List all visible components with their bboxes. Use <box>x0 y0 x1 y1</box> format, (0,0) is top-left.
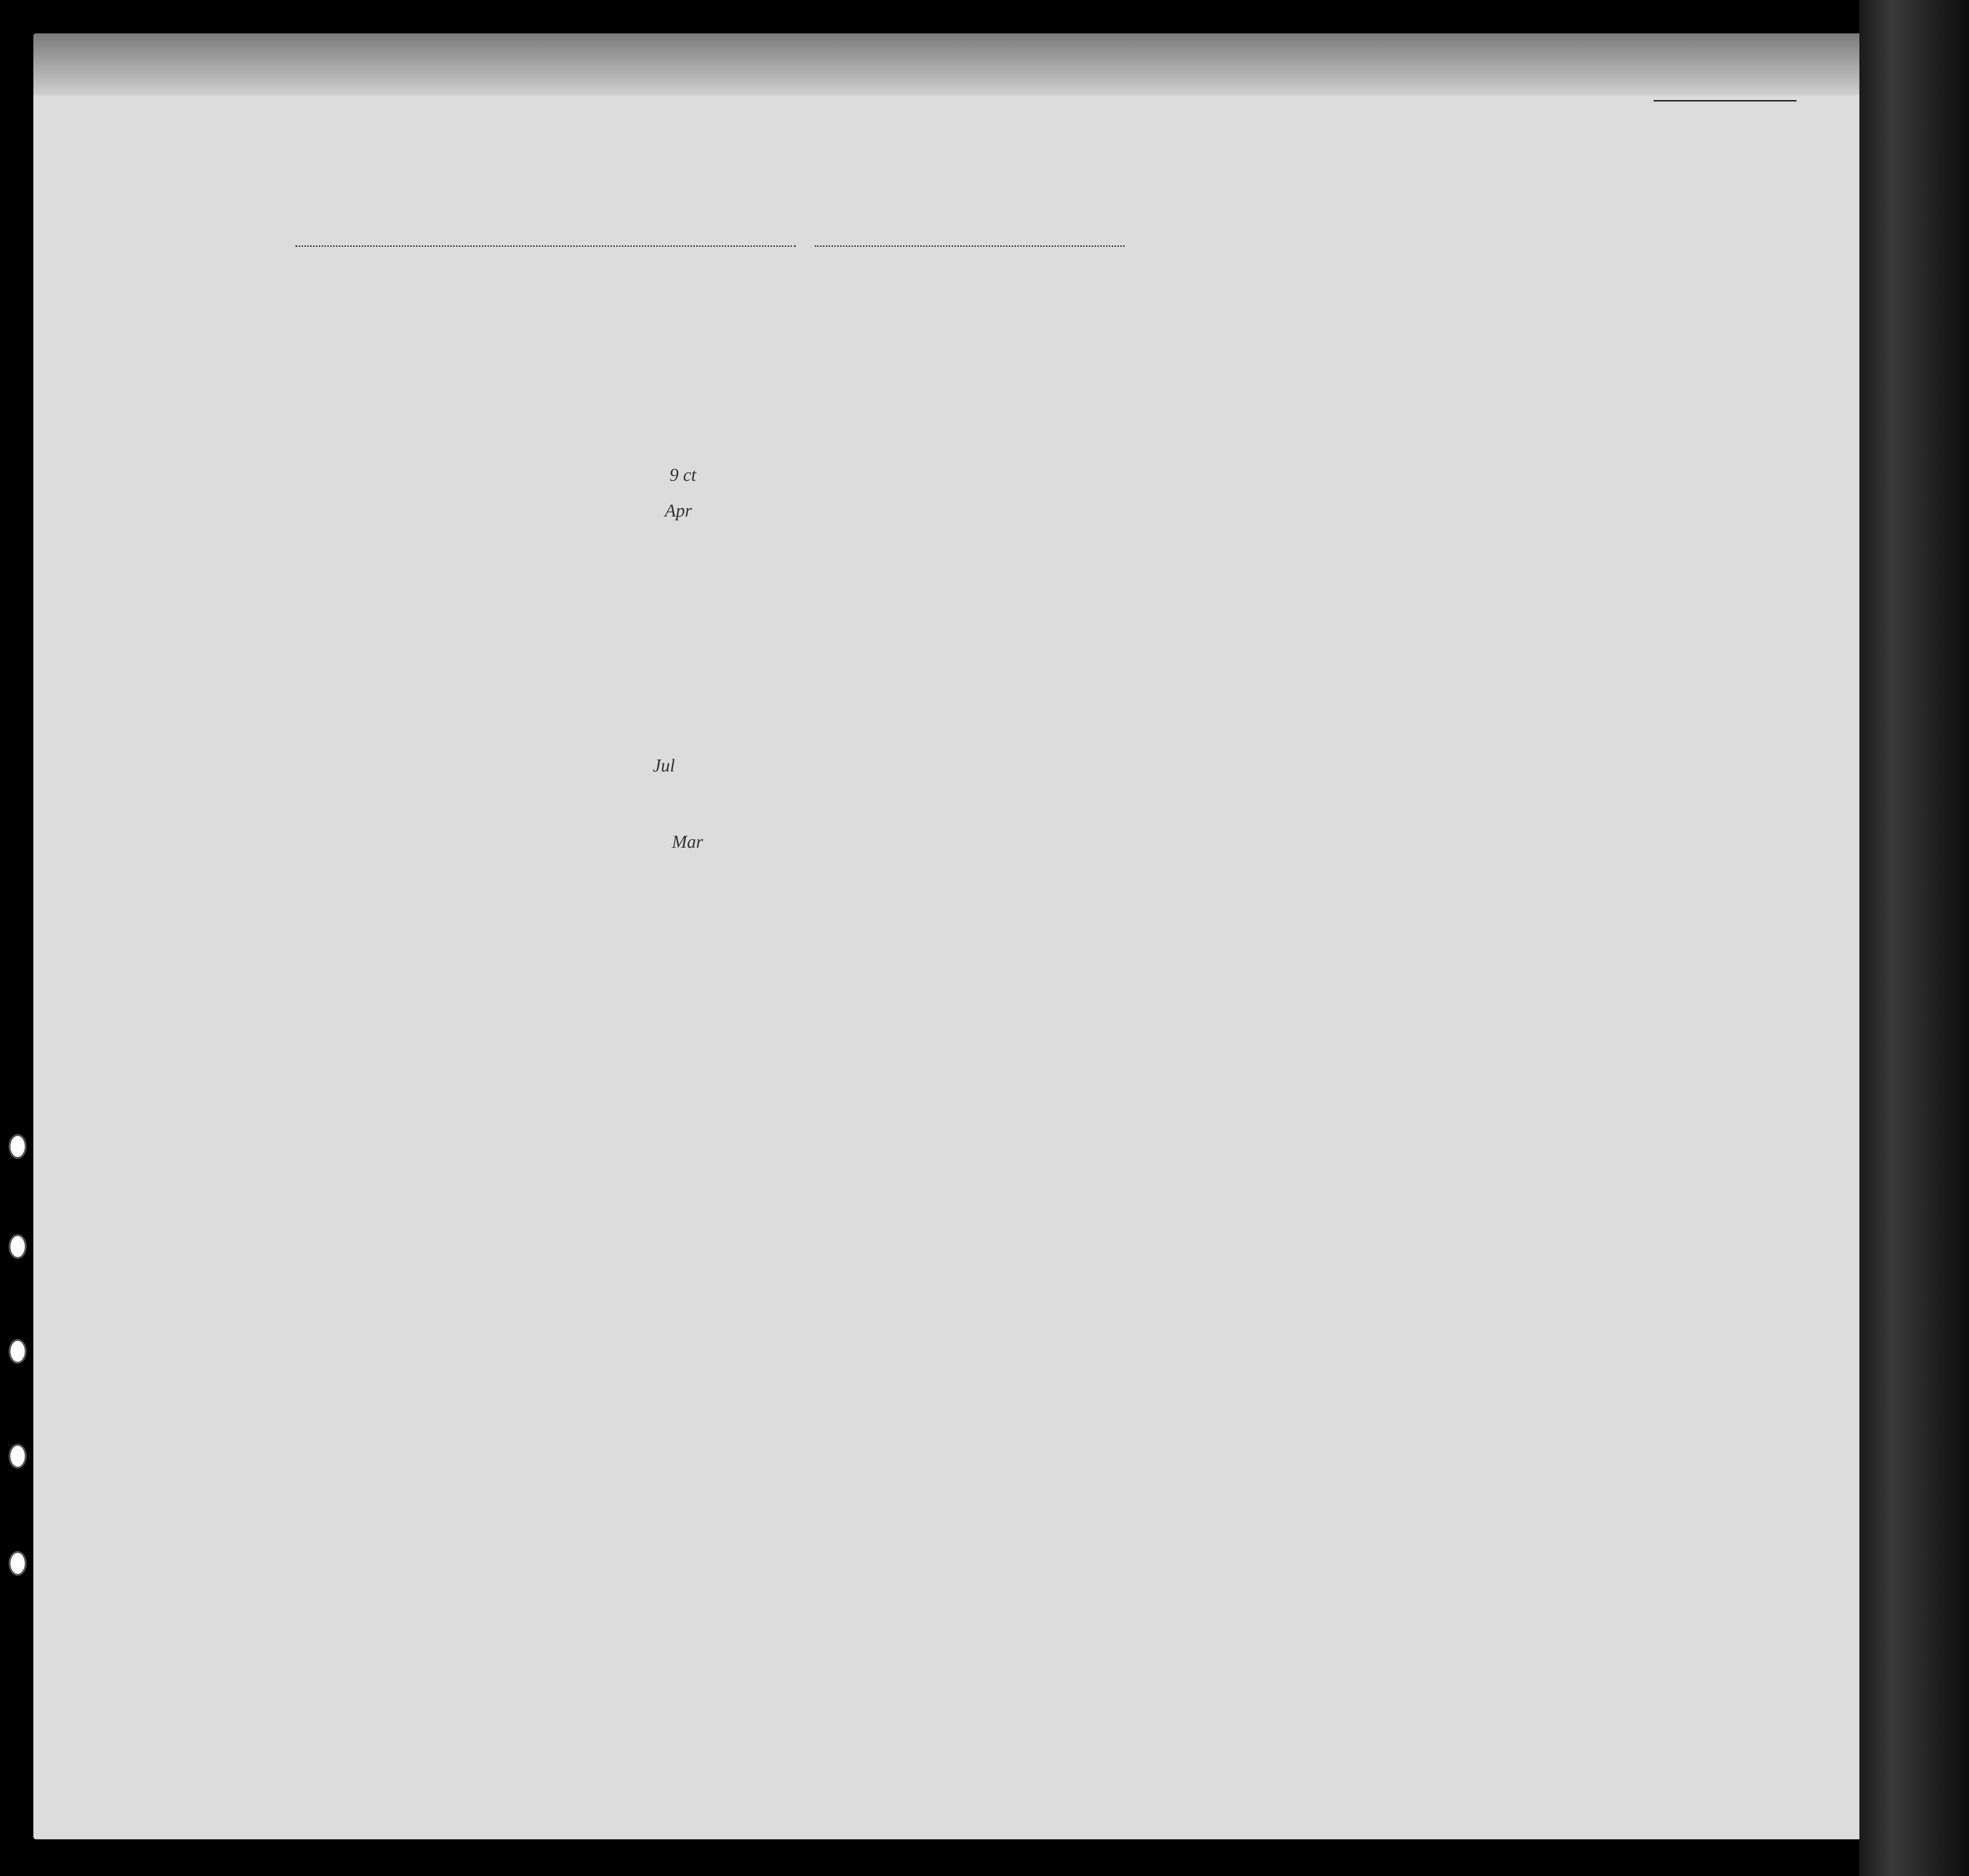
binder-hole <box>9 1444 27 1469</box>
handwritten-annotation: 9 ct <box>670 465 696 485</box>
handwritten-annotation: Mar <box>672 832 703 852</box>
binder-hole <box>9 1339 27 1364</box>
handwritten-annotation: Apr <box>665 501 692 521</box>
binder-hole <box>9 1551 27 1576</box>
binder-hole <box>9 1234 27 1259</box>
binder-hole <box>9 1134 27 1159</box>
handwritten-annotation: Jul <box>653 756 675 776</box>
